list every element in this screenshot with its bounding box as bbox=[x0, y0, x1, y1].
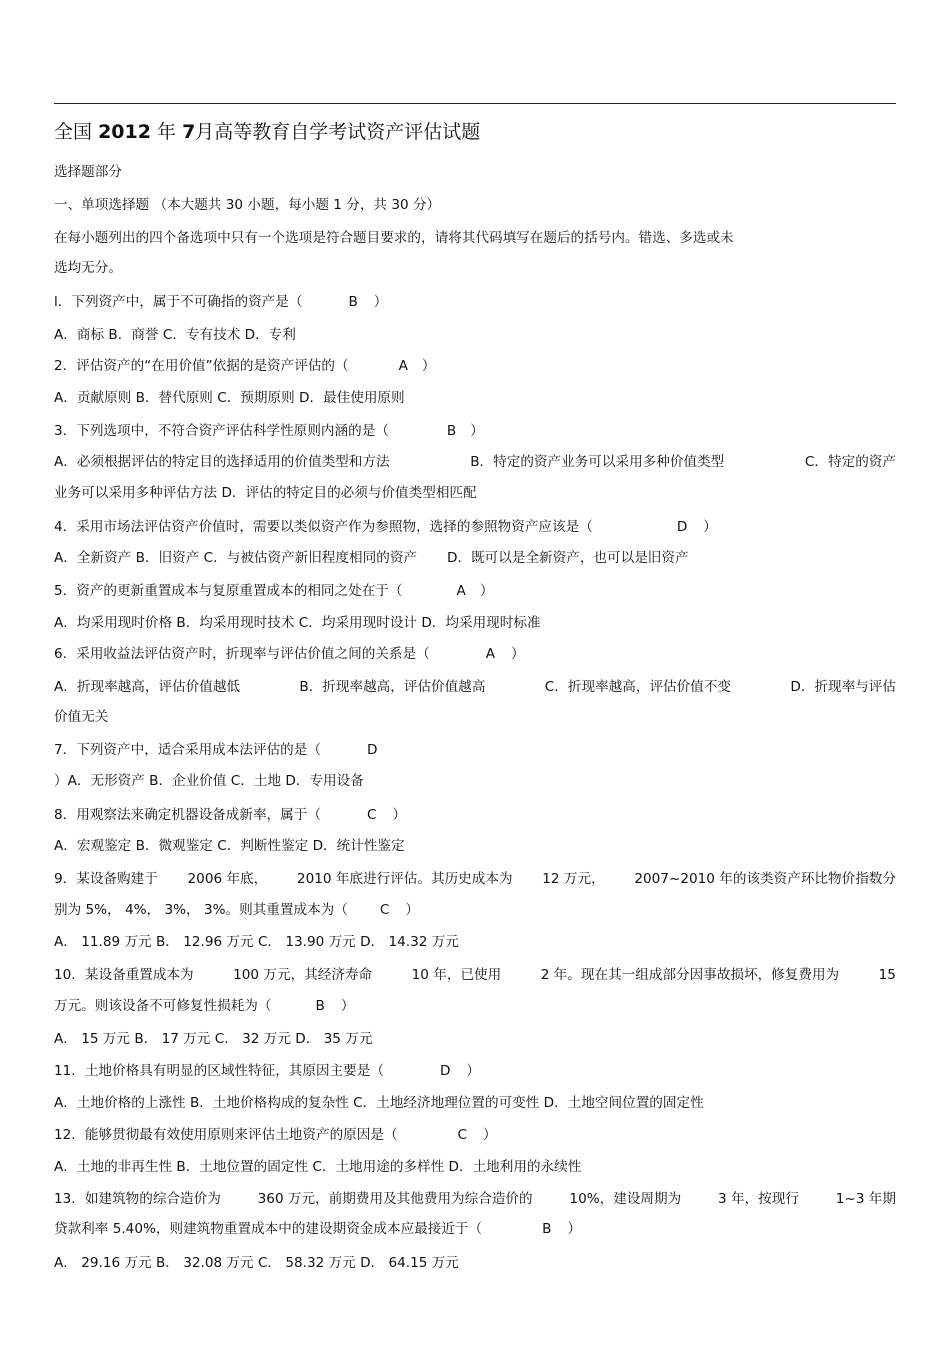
answer-2: A bbox=[398, 358, 408, 374]
answer-3: B bbox=[446, 423, 457, 439]
answer-1: B bbox=[348, 294, 358, 310]
answer-13: B bbox=[542, 1221, 552, 1237]
question-12: 12．能够贯彻最有效使用原则来评估土地资产的原因是（ C ） bbox=[54, 1127, 497, 1143]
question-2: 2．评估资产的“在用价值”依据的是资产评估的（ A ） bbox=[54, 358, 436, 374]
answer-10: B bbox=[315, 998, 325, 1014]
question-7: 7．下列资产中，适合采用成本法评估的是（ D bbox=[54, 742, 378, 758]
section-heading: 选择题部分 bbox=[54, 164, 122, 180]
question-13-line-2: 贷款利率 5.40%，则建筑物重置成本中的建设期资金成本应最接近于（ B ） bbox=[54, 1221, 582, 1237]
options-1: A．商标 B．商誉 C．专有技术 D．专利 bbox=[54, 327, 296, 343]
question-13-line-1: 13．如建筑物的综合造价为 360 万元，前期费用及其他费用为综合造价的 10%，建设周期为 3 年，按现行 1~3 年期 bbox=[54, 1191, 896, 1207]
question-5: 5．资产的更新重置成本与复原重置成本的相同之处在于（ A ） bbox=[54, 583, 494, 599]
options-6-line-2: 价值无关 bbox=[54, 709, 109, 725]
question-11: 11．土地价格具有明显的区域性特征，其原因主要是（ D ） bbox=[54, 1063, 481, 1079]
options-13: A． 29.16 万元 B． 32.08 万元 C． 58.32 万元 D． 64.15 万元 bbox=[54, 1255, 459, 1271]
part-header: 一、单项选择题 （本大题共 30 小题，每小题 1 分，共 30 分） bbox=[54, 197, 441, 213]
answer-5: A bbox=[456, 583, 466, 599]
options-10: A． 15 万元 B． 17 万元 C． 32 万元 D． 35 万元 bbox=[54, 1031, 373, 1047]
question-9-line-2: 别为 5%， 4%， 3%， 3%。则其重置成本为（ C ） bbox=[54, 902, 419, 918]
page-title: 全国 2012 年 7月高等教育自学考试资产评估试题 bbox=[54, 121, 481, 143]
answer-8: C bbox=[366, 807, 377, 823]
question-8: 8．用观察法来确定机器设备成新率，属于（ C ） bbox=[54, 807, 407, 823]
options-12: A．土地的非再生性 B．土地位置的固定性 C．土地用途的多样性 D．土地利用的永续性 bbox=[54, 1159, 582, 1175]
options-5: A．均采用现时价格 B．均采用现时技术 C．均采用现时设计 D．均采用现时标准 bbox=[54, 615, 541, 631]
question-6: 6．采用收益法评估资产时，折现率与评估价值之间的关系是（ A ） bbox=[54, 646, 525, 662]
options-2: A．贡献原则 B．替代原则 C．预期原则 D．最佳使用原则 bbox=[54, 390, 405, 406]
answer-12: C bbox=[457, 1127, 468, 1143]
options-3-line-1: A．必须根据评估的特定目的选择适用的价值类型和方法 B．特定的资产业务可以采用多种价值类型 C．特定的资产 bbox=[54, 454, 896, 470]
answer-9: C bbox=[379, 902, 390, 918]
instruction-line-1: 在每小题列出的四个备选项中只有一个选项是符合题目要求的，请将其代码填写在题后的括号内。错选、多选或未 bbox=[54, 230, 734, 246]
instruction-line-2: 选均无分。 bbox=[54, 260, 122, 276]
question-9-line-1: 9．某设备购建于 2006 年底， 2010 年底进行评估。其历史成本为 12 万元， 2007~2010 年的该类资产环比物价指数分 bbox=[54, 871, 896, 887]
question-1: l．下列资产中，属于不可确指的资产是（ B ） bbox=[54, 294, 388, 310]
options-7: ）A．无形资产 B．企业价值 C．土地 D．专用设备 bbox=[54, 773, 364, 789]
options-9: A． 11.89 万元 B． 12.96 万元 C． 13.90 万元 D． 14.32 万元 bbox=[54, 934, 459, 950]
question-4: 4．采用市场法评估资产价值时，需要以类似资产作为参照物，选择的参照物资产应该是（ D ） bbox=[54, 519, 717, 535]
answer-7: D bbox=[366, 742, 378, 758]
question-10-line-2: 万元。则该设备不可修复性损耗为（ B ） bbox=[54, 998, 355, 1014]
header-rule bbox=[54, 103, 896, 104]
question-3: 3．下列选项中，不符合资产评估科学性原则内涵的是（ B ） bbox=[54, 423, 484, 439]
question-10-line-1: 10．某设备重置成本为 100 万元，其经济寿命 10 年，已使用 2 年。现在其一组成部分因事故损坏，修复费用为 15 bbox=[54, 967, 896, 983]
options-3-line-2: 业务可以采用多种评估方法 D．评估的特定目的必须与价值类型相匹配 bbox=[54, 485, 477, 501]
options-4: A．全新资产 B．旧资产 C．与被估资产新旧程度相同的资产 D．既可以是全新资产，也可以是旧资产 bbox=[54, 550, 689, 566]
answer-4: D bbox=[676, 519, 688, 535]
answer-6: A bbox=[485, 646, 495, 662]
answer-11: D bbox=[439, 1063, 451, 1079]
options-8: A．宏观鉴定 B．微观鉴定 C．判断性鉴定 D．统计性鉴定 bbox=[54, 838, 405, 854]
options-11: A．土地价格的上涨性 B．土地价格构成的复杂性 C．土地经济地理位置的可变性 D．土地空间位置的固定性 bbox=[54, 1095, 704, 1111]
options-6-line-1: A．折现率越高，评估价值越低 B．折现率越高，评估价值越高 C．折现率越高，评估价值不变 D．折现率与评估 bbox=[54, 679, 896, 695]
